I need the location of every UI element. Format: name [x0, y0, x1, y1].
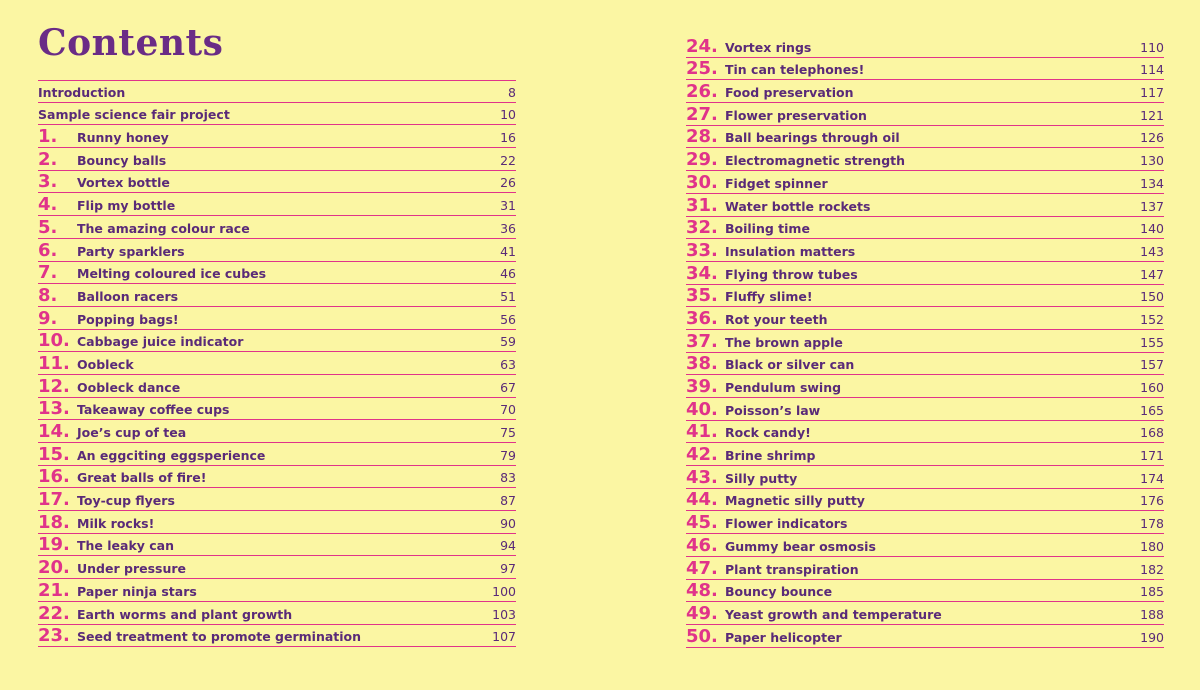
entry-page-number: 126 — [1140, 130, 1164, 146]
entry-page-number: 174 — [1140, 470, 1164, 486]
toc-entry[interactable] — [686, 330, 1164, 353]
entry-title: Oobleck dance — [77, 379, 181, 395]
entry-title: The leaky can — [77, 538, 175, 554]
entry-number: 33. — [686, 239, 718, 261]
entry-number: 26. — [686, 81, 718, 103]
toc-entry[interactable] — [38, 103, 516, 126]
entry-page-number: 152 — [1140, 311, 1164, 327]
toc-entry[interactable] — [686, 421, 1164, 444]
entry-title: Rot your teeth — [725, 311, 828, 327]
entry-number: 1. — [38, 126, 58, 148]
entry-title: Toy-cup flyers — [77, 493, 175, 509]
entry-title: Gummy bear osmosis — [725, 538, 876, 554]
entry-number: 23. — [38, 625, 70, 647]
toc-entry[interactable] — [38, 284, 516, 307]
entry-number: 42. — [686, 444, 718, 466]
entry-number: 37. — [686, 330, 718, 352]
entry-page-number: 94 — [500, 538, 516, 554]
entry-title: Food preservation — [725, 85, 854, 101]
entry-number: 12. — [38, 375, 70, 397]
entry-title: Sample science fair project — [38, 107, 230, 123]
entry-title: Introduction — [38, 84, 126, 100]
entry-number: 14. — [38, 421, 70, 442]
entry-title: Under pressure — [77, 561, 187, 577]
toc-entry[interactable] — [686, 80, 1164, 103]
entry-page-number: 75 — [500, 425, 516, 440]
entry-number: 28. — [686, 126, 718, 148]
entry-number: 17. — [38, 489, 70, 511]
toc-entry[interactable] — [38, 602, 516, 625]
entry-page-number: 182 — [1140, 561, 1164, 577]
entry-title: Flower indicators — [725, 516, 848, 532]
entry-title: Water bottle rockets — [725, 198, 871, 214]
entry-number: 16. — [38, 466, 70, 488]
toc-entry[interactable] — [38, 556, 516, 579]
entry-page-number: 143 — [1140, 243, 1164, 259]
toc-entry[interactable] — [38, 262, 516, 285]
entry-number: 43. — [686, 466, 718, 488]
entry-title: Flying throw tubes — [725, 266, 858, 282]
entry-title: Black or silver can — [725, 357, 855, 373]
entry-title: Great balls of fire! — [77, 470, 207, 486]
entry-page-number: 178 — [1140, 516, 1164, 532]
toc-entry[interactable] — [38, 625, 516, 648]
entry-number: 7. — [38, 262, 58, 284]
entry-title: Seed treatment to promote germination — [77, 629, 362, 645]
toc-entry[interactable] — [686, 398, 1164, 421]
entry-page-number: 31 — [500, 198, 516, 214]
entry-number: 47. — [686, 557, 718, 579]
entry-number: 40. — [686, 398, 718, 420]
entry-page-number: 10 — [500, 107, 516, 123]
entry-number: 9. — [38, 307, 58, 329]
entry-title: Vortex rings — [725, 39, 812, 55]
entry-title: Bouncy bounce — [725, 584, 833, 600]
entry-page-number: 56 — [500, 311, 516, 327]
entry-number: 48. — [686, 580, 718, 602]
entry-page-number: 90 — [500, 515, 516, 531]
entry-number: 5. — [38, 216, 58, 238]
entry-page-number: 160 — [1140, 380, 1164, 395]
entry-page-number: 180 — [1140, 538, 1164, 554]
entry-page-number: 147 — [1140, 266, 1164, 282]
toc-entry[interactable] — [38, 307, 516, 330]
toc-entry[interactable] — [38, 148, 516, 171]
entry-title: Melting coloured ice cubes — [77, 266, 267, 282]
toc-entry[interactable] — [686, 602, 1164, 625]
entry-page-number: 114 — [1140, 62, 1164, 78]
toc-entry[interactable] — [686, 625, 1164, 648]
entry-title: Fluffy slime! — [725, 289, 813, 305]
entry-number: 31. — [686, 194, 718, 216]
entry-page-number: 190 — [1140, 629, 1164, 645]
entry-number: 35. — [686, 285, 718, 307]
entry-number: 10. — [38, 330, 70, 352]
entry-number: 45. — [686, 512, 718, 534]
toc-entry[interactable] — [686, 58, 1164, 81]
toc-entry[interactable] — [686, 35, 1164, 58]
entry-number: 32. — [686, 217, 718, 239]
entry-number: 49. — [686, 602, 718, 624]
entry-number: 8. — [38, 284, 58, 306]
toc-entry[interactable] — [686, 557, 1164, 580]
entry-number: 27. — [686, 103, 718, 125]
entry-page-number: 185 — [1140, 584, 1164, 600]
entry-page-number: 16 — [500, 130, 516, 146]
entry-page-number: 97 — [500, 561, 516, 577]
entry-title: Yeast growth and temperature — [725, 606, 942, 622]
toc-entry[interactable] — [38, 80, 516, 103]
entry-title: Takeaway coffee cups — [77, 402, 230, 418]
entry-page-number: 157 — [1140, 357, 1164, 373]
toc-entry[interactable] — [38, 375, 516, 398]
toc-entry[interactable] — [686, 375, 1164, 398]
entry-title: Runny honey — [77, 130, 169, 146]
entry-page-number: 155 — [1140, 334, 1164, 350]
toc-entry[interactable] — [686, 171, 1164, 194]
toc-left-column — [38, 80, 516, 647]
entry-page-number: 8 — [508, 84, 516, 100]
toc-entry[interactable] — [686, 103, 1164, 126]
entry-page-number: 150 — [1140, 289, 1164, 305]
entry-title: Bouncy balls — [77, 152, 167, 168]
entry-number: 44. — [686, 489, 718, 511]
entry-title: Flip my bottle — [77, 198, 176, 214]
entry-title: Popping bags! — [77, 311, 179, 327]
toc-entry[interactable] — [38, 330, 516, 353]
entry-title: The amazing colour race — [77, 220, 250, 236]
entry-number: 36. — [686, 307, 718, 329]
entry-number: 21. — [38, 579, 70, 601]
entry-title: The brown apple — [725, 334, 843, 350]
entry-number: 30. — [686, 171, 718, 193]
entry-title: Oobleck — [77, 356, 134, 372]
toc-entry[interactable] — [686, 217, 1164, 240]
entry-title: Poisson’s law — [725, 402, 821, 418]
entry-number: 19. — [38, 534, 70, 556]
entry-page-number: 121 — [1140, 107, 1164, 123]
toc-entry[interactable] — [38, 193, 516, 216]
entry-title: Joe’s cup of tea — [77, 425, 187, 440]
entry-title: Vortex bottle — [77, 175, 170, 191]
entry-page-number: 117 — [1140, 85, 1164, 101]
entry-title: Ball bearings through oil — [725, 130, 900, 146]
entry-page-number: 26 — [500, 175, 516, 191]
entry-number: 25. — [686, 58, 718, 80]
entry-page-number: 176 — [1140, 493, 1164, 509]
toc-entry[interactable] — [38, 239, 516, 262]
entry-title: Electromagnetic strength — [725, 153, 906, 169]
entry-page-number: 36 — [500, 220, 516, 236]
toc-entry[interactable] — [686, 580, 1164, 603]
toc-entry[interactable] — [686, 353, 1164, 376]
entry-number: 20. — [38, 557, 70, 579]
entry-title: Tin can telephones! — [725, 62, 865, 78]
entry-number: 3. — [38, 171, 58, 193]
entry-title: Milk rocks! — [77, 515, 155, 531]
entry-number: 15. — [38, 443, 70, 465]
toc-entry[interactable] — [38, 420, 516, 443]
entry-page-number: 100 — [492, 583, 516, 599]
page-title: Contents — [38, 22, 224, 64]
entry-title: Silly putty — [725, 470, 798, 486]
entry-page-number: 188 — [1140, 606, 1164, 622]
entry-page-number: 59 — [500, 334, 516, 350]
toc-entry[interactable] — [686, 307, 1164, 330]
entry-page-number: 137 — [1140, 198, 1164, 214]
entry-number: 29. — [686, 149, 718, 171]
entry-number: 2. — [38, 148, 58, 170]
toc-entry[interactable] — [686, 511, 1164, 534]
entry-title: Party sparklers — [77, 243, 185, 259]
entry-page-number: 63 — [500, 356, 516, 372]
entry-number: 6. — [38, 239, 58, 261]
entry-number: 39. — [686, 376, 718, 397]
entry-number: 46. — [686, 534, 718, 556]
toc-entry[interactable] — [38, 171, 516, 194]
toc-entry[interactable] — [686, 489, 1164, 512]
toc-entry[interactable] — [686, 285, 1164, 308]
toc-entry[interactable] — [38, 216, 516, 239]
entry-page-number: 140 — [1140, 221, 1164, 237]
toc-entry[interactable] — [38, 352, 516, 375]
toc-entry[interactable] — [38, 488, 516, 511]
entry-page-number: 107 — [492, 629, 516, 645]
entry-number: 18. — [38, 511, 70, 533]
toc-entry[interactable] — [686, 534, 1164, 557]
entry-page-number: 171 — [1140, 448, 1164, 464]
entry-number: 13. — [38, 398, 70, 420]
entry-number: 11. — [38, 352, 70, 374]
entry-page-number: 51 — [500, 288, 516, 304]
entry-page-number: 79 — [500, 447, 516, 463]
entry-page-number: 110 — [1140, 39, 1164, 55]
entry-title: Rock candy! — [725, 425, 811, 441]
entry-page-number: 46 — [500, 266, 516, 282]
entry-page-number: 87 — [500, 493, 516, 509]
toc-entry[interactable] — [686, 148, 1164, 171]
entry-number: 4. — [38, 194, 58, 216]
entry-title: Flower preservation — [725, 107, 867, 123]
entry-title: Insulation matters — [725, 243, 856, 259]
toc-entry[interactable] — [38, 398, 516, 421]
entry-page-number: 67 — [500, 379, 516, 395]
entry-page-number: 22 — [500, 152, 516, 168]
toc-entry[interactable] — [38, 579, 516, 602]
toc-entry[interactable] — [686, 443, 1164, 466]
entry-page-number: 165 — [1140, 402, 1164, 418]
toc-entry[interactable] — [686, 262, 1164, 285]
toc-entry[interactable] — [38, 466, 516, 489]
entry-title: Plant transpiration — [725, 561, 859, 577]
entry-title: Paper helicopter — [725, 629, 842, 645]
entry-page-number: 134 — [1140, 175, 1164, 191]
entry-title: Cabbage juice indicator — [77, 334, 244, 350]
toc-entry[interactable] — [38, 443, 516, 466]
toc-entry[interactable] — [38, 534, 516, 557]
entry-number: 22. — [38, 602, 70, 624]
entry-page-number: 83 — [500, 470, 516, 486]
entry-title: Balloon racers — [77, 288, 179, 304]
entry-page-number: 168 — [1140, 425, 1164, 441]
entry-page-number: 103 — [492, 606, 516, 622]
entry-number: 50. — [686, 625, 718, 647]
toc-entry[interactable] — [686, 239, 1164, 262]
entry-title: Fidget spinner — [725, 175, 828, 191]
toc-entry[interactable] — [686, 194, 1164, 217]
entry-title: An eggciting eggsperience — [77, 447, 266, 463]
toc-right-column — [686, 35, 1164, 648]
entry-title: Earth worms and plant growth — [77, 606, 293, 622]
entry-title: Paper ninja stars — [77, 583, 197, 599]
entry-title: Brine shrimp — [725, 448, 816, 464]
toc-entry[interactable] — [686, 466, 1164, 489]
toc-entry[interactable] — [38, 511, 516, 534]
entry-title: Pendulum swing — [725, 380, 842, 395]
entry-page-number: 41 — [500, 243, 516, 259]
toc-entry[interactable] — [38, 125, 516, 148]
entry-page-number: 130 — [1140, 153, 1164, 169]
entry-number: 38. — [686, 353, 718, 375]
entry-page-number: 70 — [500, 402, 516, 418]
entry-number: 34. — [686, 262, 718, 284]
entry-number: 41. — [686, 421, 718, 443]
entry-number: 24. — [686, 35, 718, 57]
entry-title: Magnetic silly putty — [725, 493, 865, 509]
entry-title: Boiling time — [725, 221, 810, 237]
toc-entry[interactable] — [686, 126, 1164, 149]
